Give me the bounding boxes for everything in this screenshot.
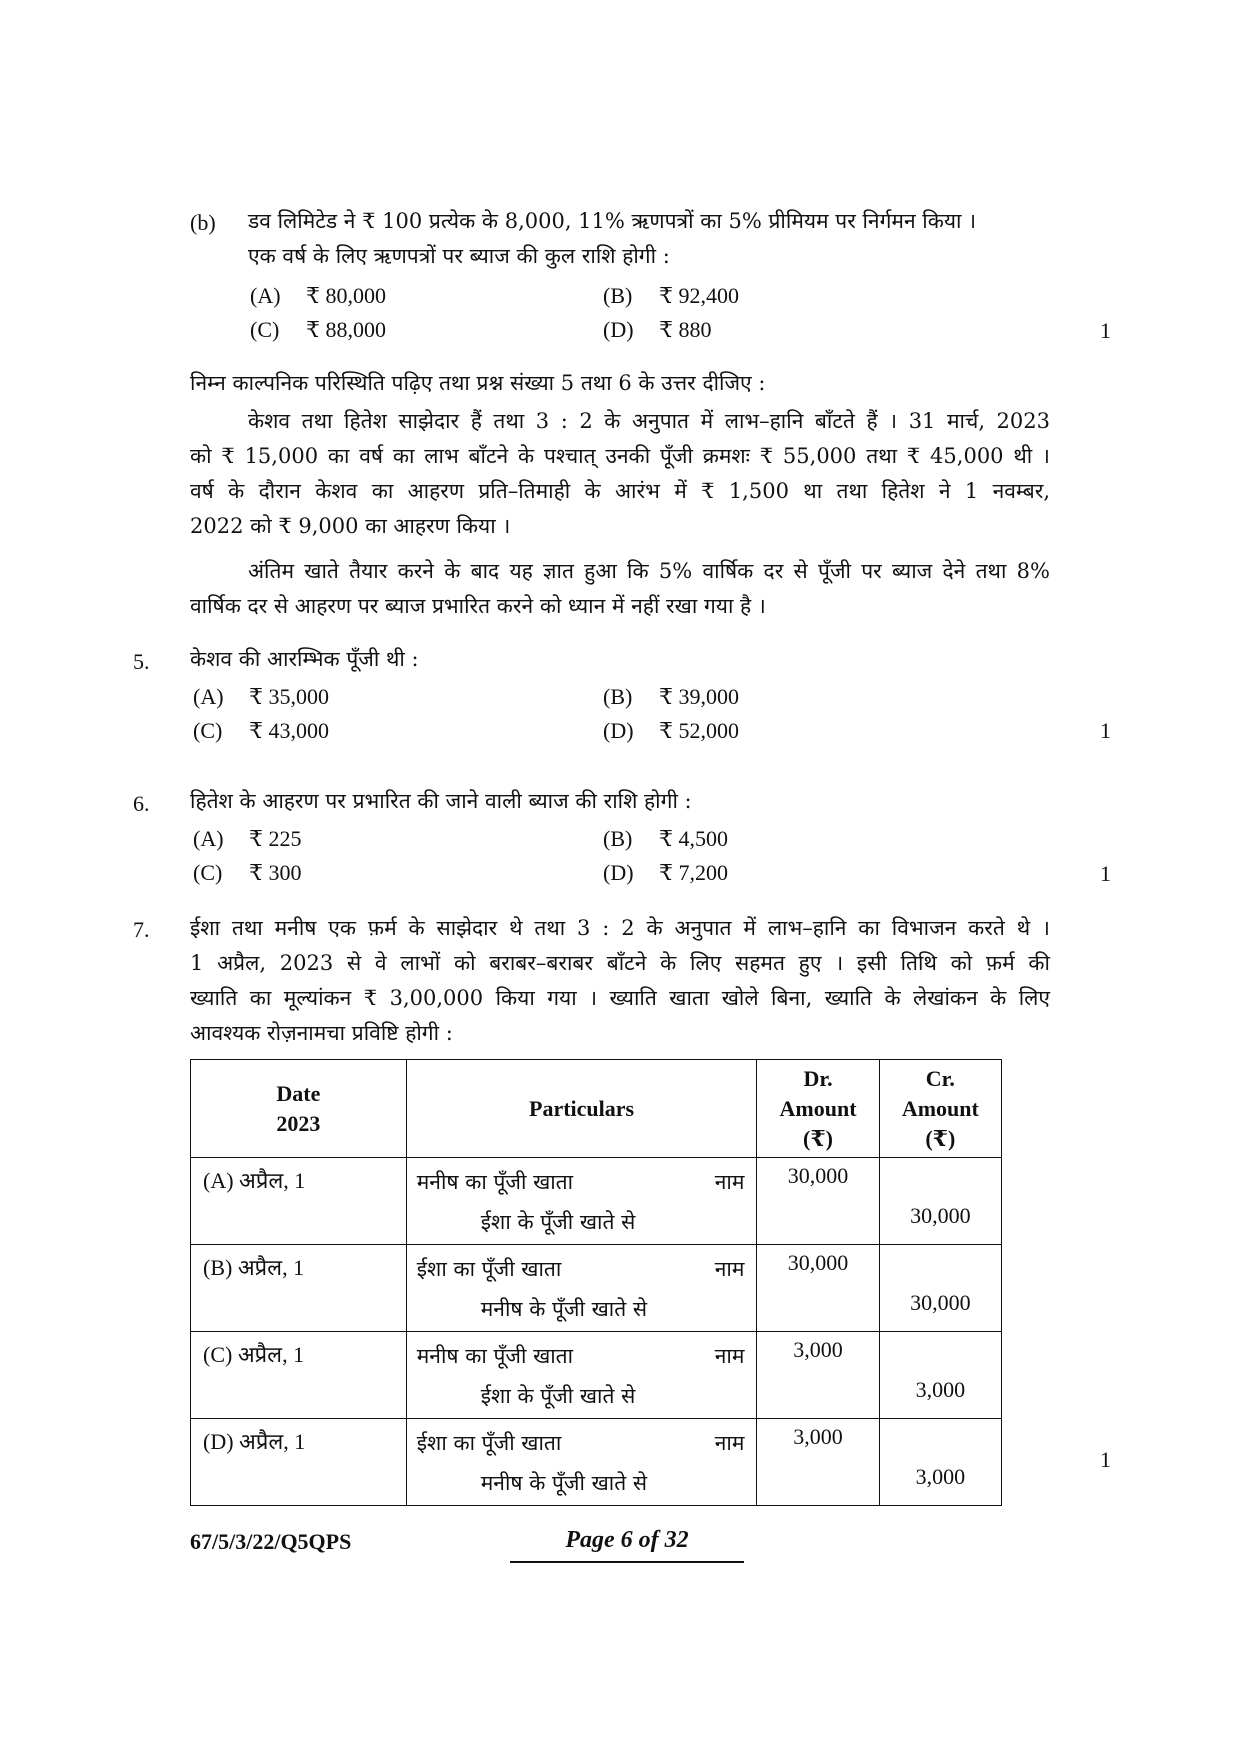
q6-option-d[interactable]	[603, 856, 728, 889]
dr-word: नाम	[714, 1344, 745, 1368]
case-p2-line: वार्षिक दर से आहरण पर ब्याज प्रभारित करने को ध्यान में नहीं रखा गया है ।	[190, 594, 766, 618]
option-label: (A)	[193, 684, 224, 709]
cr-amount: 30,000	[910, 1290, 971, 1315]
table-header-row	[191, 1060, 1002, 1158]
option-label: (B)	[603, 283, 633, 308]
q5-number: 5.	[133, 649, 150, 674]
case-p1-line: 2022 को ₹ 9,000 का आहरण किया ।	[190, 514, 511, 538]
option-text: ₹ 92,400	[659, 283, 739, 308]
option-text: ₹ 35,000	[249, 684, 329, 709]
q4b-text-line1: डव लिमिटेड ने ₹ 100 प्रत्येक के 8,000, 11% ऋणपत्रों का 5% प्रीमियम पर निर्गमन किया ।	[248, 209, 977, 233]
option-text: ₹ 300	[249, 860, 302, 885]
q6-option-c[interactable]	[193, 856, 302, 889]
dr-word: नाम	[714, 1431, 745, 1455]
cr-amount-cell	[879, 1419, 1001, 1506]
q7-marks: 1	[1100, 1447, 1111, 1472]
case-p1-line: को ₹ 15,000 का वर्ष का लाभ बाँटने के पश्चात् उनकी पूँजी क्रमशः ₹ 55,000 तथा ₹ 45,000 थी ।	[190, 444, 1050, 468]
option-label: (C)	[250, 317, 280, 342]
dr-amount: 30,000	[787, 1250, 849, 1275]
q7-line: ईशा तथा मनीष एक फ़र्म के साझेदार थे तथा 3 : 2 के अनुपात में लाभ–हानि का विभाजन करते थे ।	[190, 916, 1050, 940]
header-cr-amount: Cr. Amount (₹)	[879, 1060, 1001, 1158]
q7-line: ख्याति का मूल्यांकन ₹ 3,00,000 किया गया । ख्याति खाता खोले बिना, ख्याति के लेखांकन के लिए	[190, 986, 1050, 1010]
credit-account: मनीष के पूँजी खाते से	[480, 1297, 648, 1321]
table-row-option-b[interactable]	[191, 1245, 1002, 1332]
cr-amount: 3,000	[915, 1377, 966, 1402]
option-text: ₹ 80,000	[306, 283, 386, 308]
dr-amount-cell	[757, 1245, 879, 1332]
option-label: (D)	[603, 860, 634, 885]
option-text: ₹ 43,000	[249, 718, 329, 743]
debit-account: मनीष का पूँजी खाता	[416, 1344, 574, 1368]
debit-account: ईशा का पूँजी खाता	[416, 1431, 562, 1455]
row-date: (C) अप्रैल, 1	[191, 1332, 407, 1419]
credit-account: मनीष के पूँजी खाते से	[480, 1471, 648, 1495]
q7-line: 1 अप्रैल, 2023 से वे लाभों को बराबर–बराबर बाँटने के लिए सहमत हुए । इसी तिथि को फ़र्म की	[190, 951, 1050, 975]
q7-text	[190, 911, 1050, 1051]
case-p1-line: केशव तथा हितेश साझेदार हैं तथा 3 : 2 के अनुपात में लाभ–हानि बाँटते हैं । 31 मार्च, 2023	[248, 409, 1050, 433]
cr-amount: 3,000	[915, 1464, 966, 1489]
q4b-option-a[interactable]	[250, 279, 386, 312]
option-label: (D)	[603, 317, 634, 342]
dr-word: नाम	[714, 1257, 745, 1281]
q6-text: हितेश के आहरण पर प्रभारित की जाने वाली ब्याज की राशि होगी :	[190, 789, 692, 813]
q4b-option-d[interactable]	[603, 313, 712, 346]
row-date: (B) अप्रैल, 1	[191, 1245, 407, 1332]
cr-amount-cell	[879, 1245, 1001, 1332]
q5-marks: 1	[1100, 718, 1111, 743]
q5-option-b[interactable]	[603, 680, 739, 713]
row-date: (A) अप्रैल, 1	[191, 1158, 407, 1245]
case-p2-line: अंतिम खाते तैयार करने के बाद यह ज्ञात हुआ कि 5% वार्षिक दर से पूँजी पर ब्याज देने तथा 8%	[248, 559, 1050, 583]
q4b-option-c[interactable]	[250, 313, 386, 346]
q6-option-b[interactable]	[603, 822, 728, 855]
table-row-option-a[interactable]	[191, 1158, 1002, 1245]
dr-amount-cell	[757, 1419, 879, 1506]
q5-option-c[interactable]	[193, 714, 329, 747]
row-particulars	[406, 1158, 757, 1245]
cr-amount-cell	[879, 1158, 1001, 1245]
q7-line: आवश्यक रोज़नामचा प्रविष्टि होगी :	[190, 1021, 453, 1045]
credit-account: ईशा के पूँजी खाते से	[480, 1384, 636, 1408]
option-text: ₹ 88,000	[306, 317, 386, 342]
q5-text: केशव की आरम्भिक पूँजी थी :	[190, 647, 419, 671]
option-label: (A)	[193, 826, 224, 851]
q4b-option-b[interactable]	[603, 279, 739, 312]
paper-code: 67/5/3/22/Q5QPS	[190, 1529, 352, 1554]
case-paragraph-2	[190, 554, 1050, 624]
header-particulars: Particulars	[406, 1060, 757, 1158]
q4b-marks: 1	[1100, 318, 1111, 343]
q4b-label: (b)	[190, 210, 216, 235]
case-p1-line: वर्ष के दौरान केशव का आहरण प्रति–तिमाही के आरंभ में ₹ 1,500 था तथा हितेश ने 1 नवम्बर,	[190, 479, 1050, 503]
dr-amount: 30,000	[787, 1163, 849, 1188]
dr-word: नाम	[714, 1170, 745, 1194]
option-text: ₹ 4,500	[659, 826, 728, 851]
q5-option-d[interactable]	[603, 714, 739, 747]
cr-amount-cell	[879, 1332, 1001, 1419]
option-text: ₹ 39,000	[659, 684, 739, 709]
option-label: (C)	[193, 860, 223, 885]
cr-amount: 30,000	[910, 1203, 971, 1228]
q7-number: 7.	[133, 917, 150, 942]
dr-amount-cell	[757, 1158, 879, 1245]
case-paragraph-1	[190, 404, 1050, 544]
q6-marks: 1	[1100, 861, 1111, 886]
debit-account: ईशा का पूँजी खाता	[416, 1257, 562, 1281]
debit-account: मनीष का पूँजी खाता	[416, 1170, 574, 1194]
page-number: Page 6 of 32	[510, 1524, 744, 1563]
option-text: ₹ 52,000	[659, 718, 739, 743]
header-dr-amount: Dr. Amount (₹)	[757, 1060, 879, 1158]
dr-amount-cell	[757, 1332, 879, 1419]
row-particulars	[406, 1332, 757, 1419]
option-text: ₹ 225	[249, 826, 302, 851]
journal-entry-table	[190, 1059, 1002, 1506]
dr-amount: 3,000	[793, 1337, 843, 1362]
option-text: ₹ 880	[659, 317, 712, 342]
row-particulars	[406, 1419, 757, 1506]
option-text: ₹ 7,200	[659, 860, 728, 885]
option-label: (B)	[603, 684, 633, 709]
dr-amount: 3,000	[793, 1424, 843, 1449]
option-label: (B)	[603, 826, 633, 851]
option-label: (C)	[193, 718, 223, 743]
table-row-option-c[interactable]	[191, 1332, 1002, 1419]
case-intro: निम्न काल्पनिक परिस्थिति पढ़िए तथा प्रश्न संख्या 5 तथा 6 के उत्तर दीजिए :	[190, 371, 766, 395]
table-row-option-d[interactable]	[191, 1419, 1002, 1506]
row-particulars	[406, 1245, 757, 1332]
option-label: (D)	[603, 718, 634, 743]
header-date: Date 2023	[191, 1060, 407, 1158]
credit-account: ईशा के पूँजी खाते से	[480, 1210, 636, 1234]
q4b-text-line2: एक वर्ष के लिए ऋणपत्रों पर ब्याज की कुल राशि होगी :	[248, 244, 670, 268]
q5-option-a[interactable]	[193, 680, 329, 713]
option-label: (A)	[250, 283, 281, 308]
row-date: (D) अप्रैल, 1	[191, 1419, 407, 1506]
q6-option-a[interactable]	[193, 822, 302, 855]
q6-number: 6.	[133, 791, 150, 816]
